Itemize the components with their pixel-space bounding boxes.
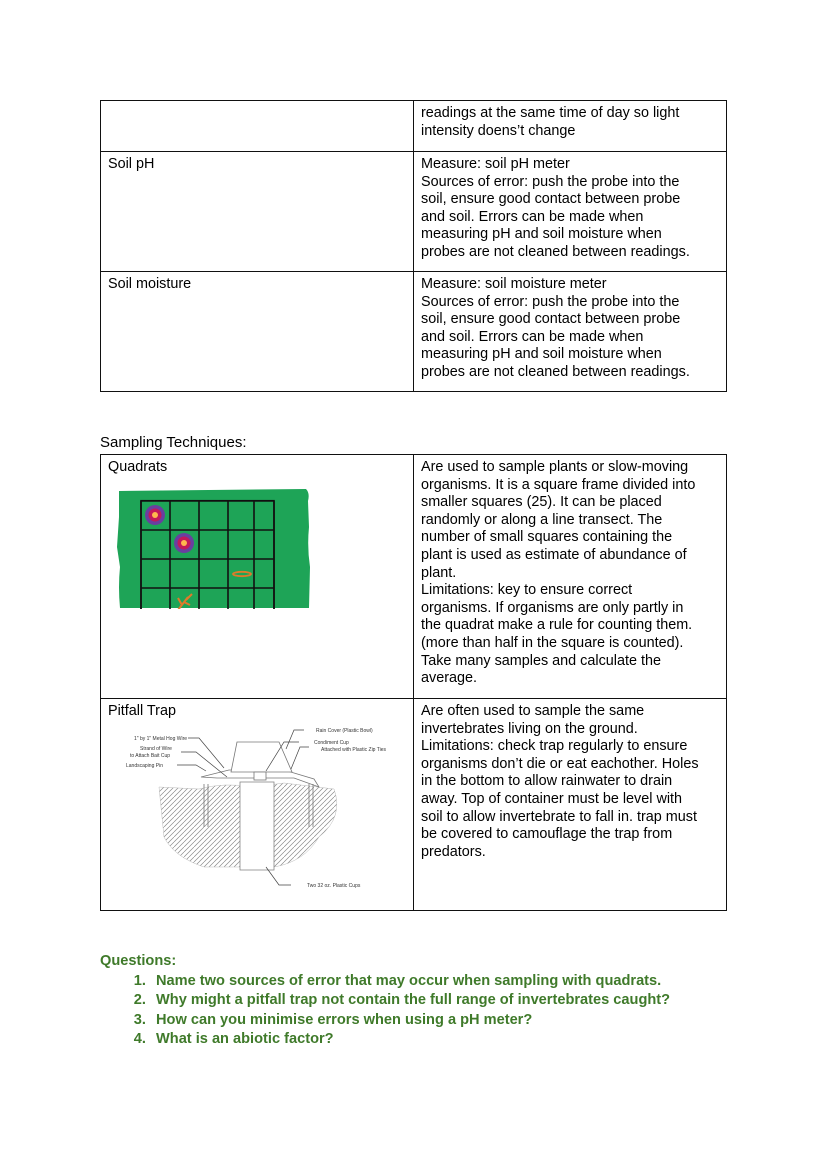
diagram-label: to Attach Bait Cup bbox=[130, 752, 171, 759]
cell-text: probes are not cleaned between readings. bbox=[421, 243, 690, 260]
cell-text: Are often used to sample the same bbox=[421, 703, 645, 719]
factor-cell bbox=[101, 101, 414, 152]
table-row bbox=[101, 272, 727, 392]
sampling-techniques-table bbox=[100, 454, 727, 911]
factor-cell: Soil pH bbox=[101, 152, 414, 272]
cell-text: readings at the same time of day so light bbox=[421, 105, 680, 121]
cell-text: probes are not cleaned between readings. bbox=[421, 363, 690, 380]
technique-name: Quadrats bbox=[108, 459, 168, 475]
cell-text: be covered to camouflage the trap from bbox=[421, 826, 673, 843]
cell-text: measuring pH and soil moisture when bbox=[421, 226, 662, 243]
table-row bbox=[101, 699, 727, 911]
question-item: 4. What is an abiotic factor? bbox=[150, 1030, 670, 1049]
cell-text: the quadrat make a rule for counting them. bbox=[421, 617, 693, 634]
method-cell bbox=[414, 101, 727, 152]
description-cell bbox=[414, 699, 727, 911]
table-row bbox=[101, 101, 727, 152]
diagram-label: Landscaping Pin bbox=[126, 762, 163, 769]
cell-text: Are used to sample plants or slow-moving bbox=[421, 459, 689, 475]
method-cell bbox=[414, 272, 727, 392]
diagram-label: Rain Cover (Plastic Bowl) bbox=[316, 727, 373, 734]
cell-text: Limitations: key to ensure correct bbox=[421, 582, 633, 599]
sampling-techniques-heading: Sampling Techniques: bbox=[100, 434, 247, 451]
technique-name: Pitfall Trap bbox=[108, 703, 176, 719]
abiotic-factors-table bbox=[100, 100, 727, 392]
table-row bbox=[101, 152, 727, 272]
cell-text: Measure: soil pH meter bbox=[421, 156, 570, 172]
cell-text: (more than half in the square is counted). bbox=[421, 634, 684, 651]
cell-text: Take many samples and calculate the bbox=[421, 652, 661, 669]
questions-title: Questions: bbox=[100, 953, 177, 969]
technique-cell bbox=[101, 455, 414, 699]
cell-text: invertebrates living on the ground. bbox=[421, 720, 638, 737]
factor-cell: Soil moisture bbox=[101, 272, 414, 392]
technique-cell bbox=[101, 699, 414, 911]
cell-text: randomly or along a line transect. The bbox=[421, 511, 663, 528]
cell-text: and soil. Errors can be made when bbox=[421, 328, 644, 345]
question-item: 1. Name two sources of error that may occur when sampling with quadrats. bbox=[150, 972, 670, 991]
diagram-label: Condiment Cup bbox=[314, 739, 349, 746]
cell-text: soil, ensure good contact between probe bbox=[421, 191, 681, 208]
diagram-label: Attached with Plastic Zip Ties bbox=[321, 746, 387, 753]
cell-text: Sources of error: push the probe into the bbox=[421, 293, 680, 310]
cell-text: plant is used as estimate of abundance of bbox=[421, 546, 687, 563]
cell-text: in the bottom to allow rainwater to drain bbox=[421, 773, 673, 790]
cell-text: away. Top of container must be level with bbox=[421, 790, 683, 807]
cell-text: plant. bbox=[421, 564, 457, 581]
cell-text: average. bbox=[421, 670, 478, 687]
cell-text: intensity doens’t change bbox=[421, 122, 576, 139]
method-cell bbox=[414, 152, 727, 272]
cell-text: Limitations: check trap regularly to ensure bbox=[421, 738, 688, 755]
diagram-label: 1" by 1" Metal Hog Wire bbox=[134, 735, 188, 742]
table-row bbox=[101, 455, 727, 699]
cell-text: predators. bbox=[421, 843, 486, 860]
cell-text: Measure: soil moisture meter bbox=[421, 276, 607, 292]
question-item: 2. Why might a pitfall trap not contain the full range of invertebrates caught? bbox=[150, 991, 670, 1010]
cell-text: organisms. If organisms are only partly in bbox=[421, 599, 684, 616]
diagram-label: Strand of Wire bbox=[140, 745, 172, 752]
pitfall-trap-diagram-icon bbox=[104, 727, 404, 897]
cell-text: Sources of error: push the probe into the bbox=[421, 173, 680, 190]
cell-text: number of small squares containing the bbox=[421, 529, 673, 546]
cell-text: and soil. Errors can be made when bbox=[421, 208, 644, 225]
cell-text: organisms don’t die or eat eachother. Holes bbox=[421, 755, 699, 772]
cell-text: smaller squares (25). It can be placed bbox=[421, 494, 662, 511]
cell-text: soil to allow invertebrate to fall in. trap must bbox=[421, 808, 697, 825]
cell-text: soil, ensure good contact between probe bbox=[421, 311, 681, 328]
description-cell bbox=[414, 455, 727, 699]
diagram-label: Two 32 oz. Plastic Cups bbox=[307, 882, 361, 889]
quadrat-illustration-icon bbox=[116, 487, 312, 609]
questions-list bbox=[100, 972, 670, 1050]
question-item: 3. How can you minimise errors when using a pH meter? bbox=[150, 1011, 670, 1030]
questions-section bbox=[100, 952, 670, 1050]
cell-text: organisms. It is a square frame divided into bbox=[421, 476, 696, 493]
cell-text: measuring pH and soil moisture when bbox=[421, 346, 662, 363]
